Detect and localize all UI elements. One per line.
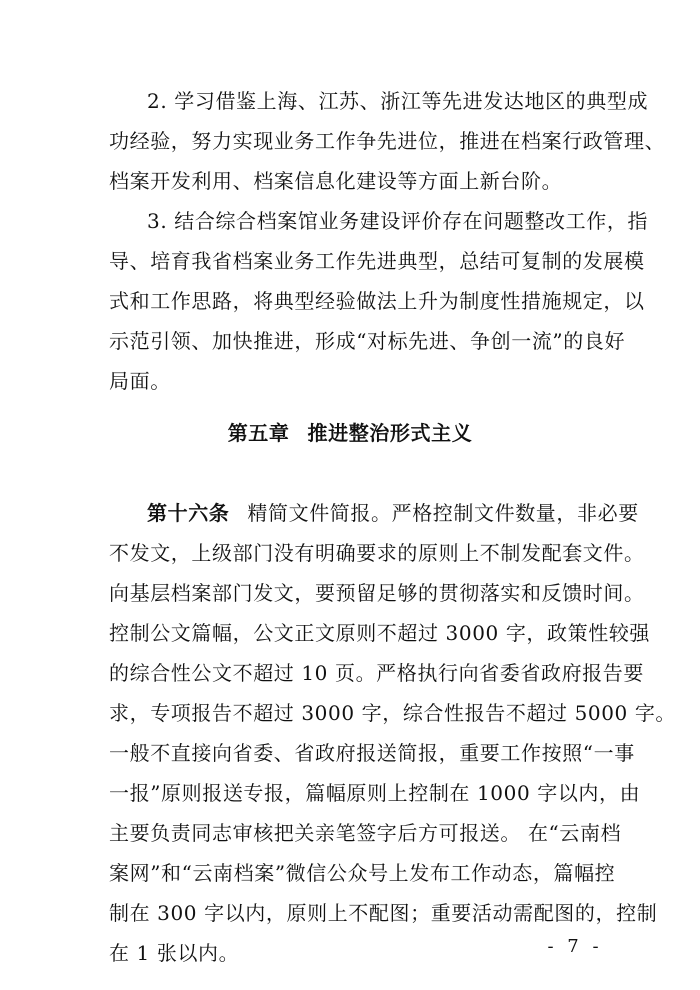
- article-16-line-12: 在 1 张以内。: [109, 941, 240, 965]
- paragraph-2-line-1: 2. 学习借鉴上海、江苏、浙江等先进发达地区的典型成: [147, 89, 649, 113]
- paragraph-3-line-1: 3. 结合综合档案馆业务建设评价存在问题整改工作，指: [147, 209, 649, 233]
- paragraph-2-line-2: 功经验，努力实现业务工作争先进位，推进在档案行政管理、: [109, 129, 666, 153]
- article-16-line-2: 不发文，上级部门没有明确要求的原则上不制发配套文件。: [109, 541, 645, 565]
- paragraph-3-line-5: 局面。: [109, 369, 171, 393]
- article-16-line-11: 制在 300 字以内，原则上不配图；重要活动需配图的，控制: [109, 901, 658, 925]
- chapter-number: 第五章: [227, 421, 290, 445]
- paragraph-3-line-3: 式和工作思路，将典型经验做法上升为制度性措施规定，以: [109, 289, 645, 313]
- chapter-title: 推进整治形式主义: [307, 421, 473, 445]
- article-16-line-7: 一般不直接向省委、省政府报送简报，重要工作按照“一事: [109, 741, 635, 765]
- article-16-first-line-text: 精简文件简报。严格控制文件数量，非必要: [247, 501, 639, 525]
- article-16-label: 第十六条: [147, 501, 230, 525]
- chapter-heading: [0, 418, 700, 448]
- paragraph-2-line-3: 档案开发利用、档案信息化建设等方面上新台阶。: [109, 169, 563, 193]
- article-16-line-9: 主要负责同志审核把关亲笔签字后方可报送。 在“云南档: [109, 821, 622, 845]
- paragraph-3-line-2: 导、培育我省档案业务工作先进典型，总结可复制的发展模: [109, 249, 645, 273]
- paragraph-3-line-4: 示范引领、加快推进，形成“对标先进、争创一流”的良好: [109, 329, 626, 353]
- article-16-line-8: 一报”原则报送专报，篇幅原则上控制在 1000 字以内，由: [109, 781, 641, 805]
- article-16-line-5: 的综合性公文不超过 10 页。严格执行向省委省政府报告要: [109, 661, 644, 685]
- page-number: - 7 -: [547, 936, 603, 957]
- article-16-line-3: 向基层档案部门发文，要预留足够的贯彻落实和反馈时间。: [109, 581, 645, 605]
- article-16-line-10: 案网”和“云南档案”微信公众号上发布工作动态，篇幅控: [109, 861, 616, 885]
- article-16-line-4: 控制公文篇幅，公文正文原则不超过 3000 字，政策性较强: [109, 621, 651, 645]
- article-16-line-6: 求，专项报告不超过 3000 字，综合性报告不超过 5000 字。: [109, 701, 677, 725]
- article-16-line-1: [147, 498, 647, 528]
